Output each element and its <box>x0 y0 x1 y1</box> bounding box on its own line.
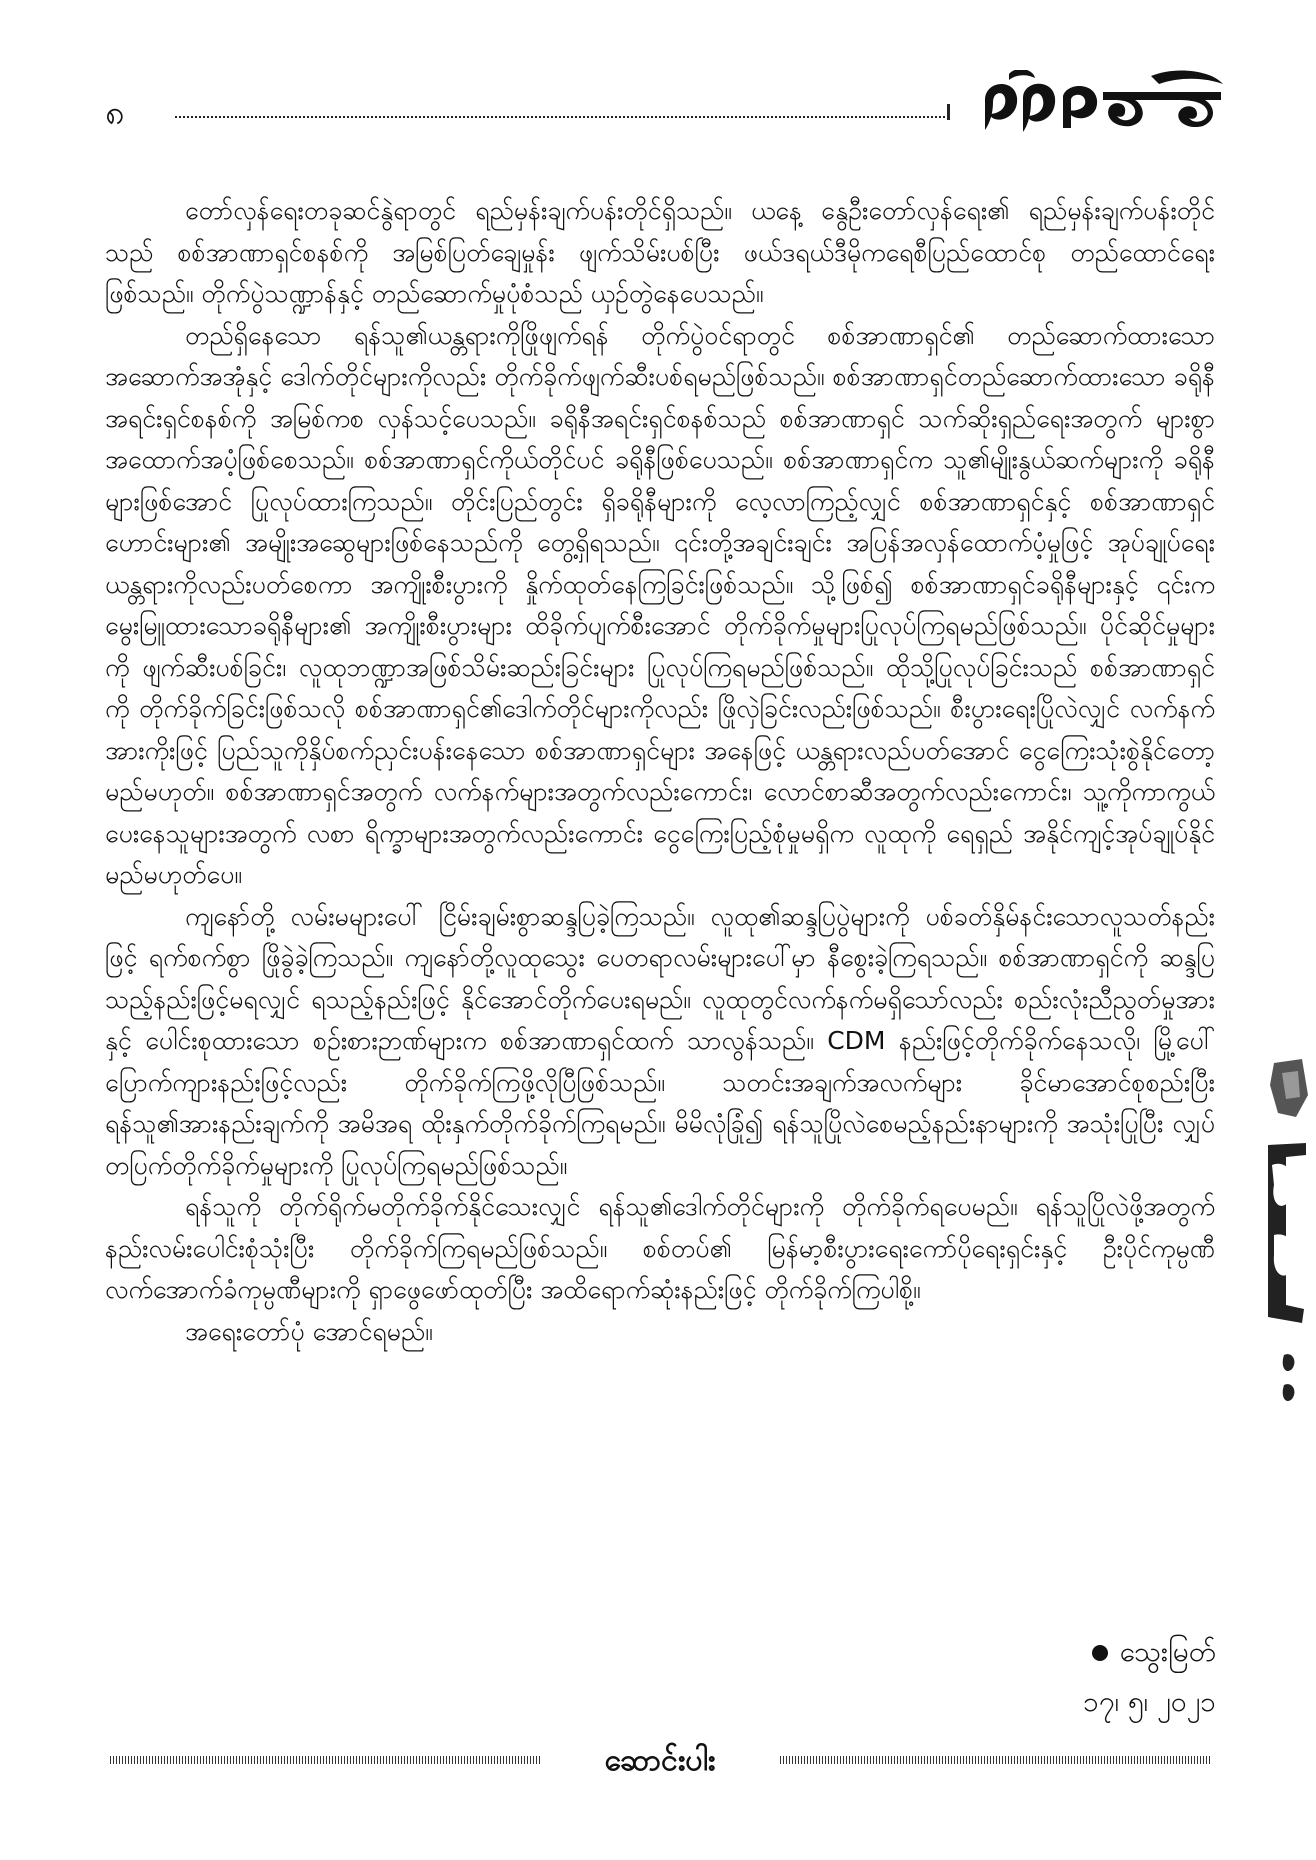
footer-label: ဆောင်းပါး <box>604 1743 716 1778</box>
footer-line-right <box>780 1756 1210 1764</box>
page-header <box>105 90 1225 150</box>
bullet-icon <box>1092 1645 1108 1661</box>
page-footer <box>110 1740 1210 1780</box>
publication-logo <box>975 70 1225 152</box>
publication-date: ၁၇၊ ၅၊ ၂၀၂၁ <box>1083 1685 1216 1718</box>
header-dotted-line <box>175 116 945 118</box>
body-paragraph: ကျနော်တို့ လမ်းမများပေါ် ငြိမ်းချမ်းစွာဆန္ဒပြခဲ့ကြသည်။ လူထု၏ဆန္ဒပြပွဲများကို ပစ်ခတ်နှိမ်နင်းသောလူသတ်နည်းဖြင့် ရက်စက်စွာ ဖြိုခွဲခဲ့ကြသည်။ ကျနော်တို့လူထုသွေး ပေတရာလမ်းများပေါ်မှာ နီစွေးခဲ့ကြရသည်။ စစ်အာဏာရှင်ကို ဆန္ဒပြသည့်နည်းဖြင့်မရလျှင် ရသည့်နည်းဖြင့် နိုင်အောင်တိုက်ပေးရမည်။ လူထုတွင်လက်နက်မရှိသော်လည်း စည်းလုံးညီညွတ်မှုအားနှင့် ပေါင်းစုထားသော စဉ်းစားဉာဏ်များက စစ်အာဏာရှင်ထက် သာလွန်သည်။ CDM နည်းဖြင့်တိုက်ခိုက်နေသလို၊ မြို့ပေါ်ပြောက်ကျားနည်းဖြင့်လည်း တိုက်ခိုက်ကြဖို့လိုပြီဖြစ်သည်။ သတင်းအချက်အလက်များ ခိုင်မာအောင်စုစည်းပြီး ရန်သူ၏အားနည်းချက်ကို အမိအရ ထိုးနှက်တိုက်ခိုက်ကြရမည်။ မိမိလုံခြုံ၍ ရန်သူပြိုလဲစေမည့်နည်းနာများကို အသုံးပြုပြီး လျှပ်တပြက်တိုက်ခိုက်မှုများကို ပြုလုပ်ကြရမည်ဖြစ်သည်။ <box>105 901 1215 1180</box>
body-paragraph: ရန်သူကို တိုက်ရိုက်မတိုက်ခိုက်နိုင်သေးလျှင် ရန်သူ၏ဒေါက်တိုင်များကို တိုက်ခိုက်ရပေမည်။ ရန်သူပြိုလဲဖို့အတွက် နည်းလမ်းပေါင်းစုံသုံးပြီး တိုက်ခိုက်ကြရမည်ဖြစ်သည်။ စစ်တပ်၏ မြန်မာ့စီးပွားရေးကော်ပိုရေးရှင်းနှင့် ဦးပိုင်ကုမ္ပဏီလက်အောက်ခံကုမ္ပဏီများကို ရှာဖွေဖော်ထုတ်ပြီး အထိရောက်ဆုံးနည်းဖြင့် တိုက်ခိုက်ကြပါစို့။ <box>105 1192 1215 1304</box>
page-number: ၈ <box>105 93 125 133</box>
author-signature <box>1092 1633 1216 1675</box>
body-paragraph: တော်လှန်ရေးတခုဆင်နွဲရာတွင် ရည်မှန်းချက်ပန်းတိုင်ရှိသည်။ ယနေ့ နွေဦးတော်လှန်ရေး၏ ရည်မှန်းချက်ပန်းတိုင်သည် စစ်အာဏာရှင်စနစ်ကို အမြစ်ပြတ်ချေမှုန်း ဖျက်သိမ်းပစ်ပြီး ဖယ်ဒရယ်ဒီမိုကရေစီပြည်ထောင်စု တည်ထောင်ရေးဖြစ်သည်။ တိုက်ပွဲသဏ္ဍာန်နှင့် တည်ဆောက်မှုပုံစံသည် ယှဉ်တွဲနေပေသည်။ <box>105 196 1215 308</box>
header-line-end <box>947 104 950 120</box>
body-paragraph: တည်ရှိနေသော ရန်သူ၏ယန္တရားကိုဖြိုဖျက်ရန် တိုက်ပွဲဝင်ရာတွင် စစ်အာဏာရှင်၏ တည်ဆောက်ထားသော အဆောက်အအုံနှင့် ဒေါက်တိုင်များကိုလည်း တိုက်ခိုက်ဖျက်ဆီးပစ်ရမည်ဖြစ်သည်။ စစ်အာဏာရှင်တည်ဆောက်ထားသော ခရိုနီအရင်းရှင်စနစ်ကို အမြစ်ကစ လှန်သင့်ပေသည်။ ခရိုနီအရင်းရှင်စနစ်သည် စစ်အာဏာရှင် သက်ဆိုးရှည်ရေးအတွက် များစွာအထောက်အပံ့ဖြစ်စေသည်။ စစ်အာဏာရှင်ကိုယ်တိုင်ပင် ခရိုနီဖြစ်ပေသည်။ စစ်အာဏာရှင်က သူ၏မျိုးနွယ်ဆက်များကို ခရိုနီများဖြစ်အောင် ပြုလုပ်ထားကြသည်။ တိုင်းပြည်တွင်း ရှိခရိုနီများကို လေ့လာကြည့်လျှင် စစ်အာဏာရှင်နှင့် စစ်အာဏာရှင်ဟောင်းများ၏ အမျိုးအဆွေများဖြစ်နေသည်ကို တွေ့ရှိရသည်။ ၎င်းတို့အချင်းချင်း အပြန်အလှန်ထောက်ပံ့မှုဖြင့် အုပ်ချုပ်ရေးယန္တရားကိုလည်းပတ်စေကာ အကျိုးစီးပွားကို နှိုက်ထုတ်နေကြခြင်းဖြစ်သည်။ သို့ဖြစ်၍ စစ်အာဏာရှင်ခရိုနီများနှင့် ၎င်းကမွေးမြူထားသောခရိုနီများ၏ အကျိုးစီးပွားများ ထိခိုက်ပျက်စီးအောင် တိုက်ခိုက်မှုများပြုလုပ်ကြရမည်ဖြစ်သည်။ ပိုင်ဆိုင်မှုများကို ဖျက်ဆီးပစ်ခြင်း၊ လူထုဘဏ္ဍာအဖြစ်သိမ်းဆည်းခြင်းများ ပြုလုပ်ကြရမည်ဖြစ်သည်။ ထိုသို့ပြုလုပ်ခြင်းသည် စစ်အာဏာရှင်ကို တိုက်ခိုက်ခြင်းဖြစ်သလို စစ်အာဏာရှင်၏ဒေါက်တိုင်များကိုလည်း ဖြိုလှဲခြင်းလည်းဖြစ်သည်။ စီးပွားရေးပြိုလဲလျှင် လက်နက်အားကိုးဖြင့် ပြည်သူကိုနှိပ်စက်ညှင်းပန်းနေသော စစ်အာဏာရှင်များ အနေဖြင့် ယန္တရားလည်ပတ်အောင် ငွေကြေးသုံးစွဲနိုင်တော့မည်မဟုတ်။ စစ်အာဏာရှင်အတွက် လက်နက်များအတွက်လည်းကောင်း၊ လောင်စာဆီအတွက်လည်းကောင်း၊ သူ့ကိုကာကွယ်ပေးနေသူများအတွက် လစာ ရိက္ခာများအတွက်လည်းကောင်း ငွေကြေးပြည့်စုံမှုမရှိက လူထုကို ရေရှည် အနိုင်ကျင့်အုပ်ချုပ်နိုင်မည်မဟုတ်ပေ။ <box>105 320 1215 889</box>
closing-slogan: အရေးတော်ပုံ အောင်ရမည်။ <box>185 1316 433 1346</box>
footer-line-left <box>110 1756 540 1764</box>
side-decoration-art <box>1256 1055 1316 1410</box>
author-name: သွေးမြတ် <box>1119 1635 1216 1668</box>
article-body <box>105 190 1215 1352</box>
